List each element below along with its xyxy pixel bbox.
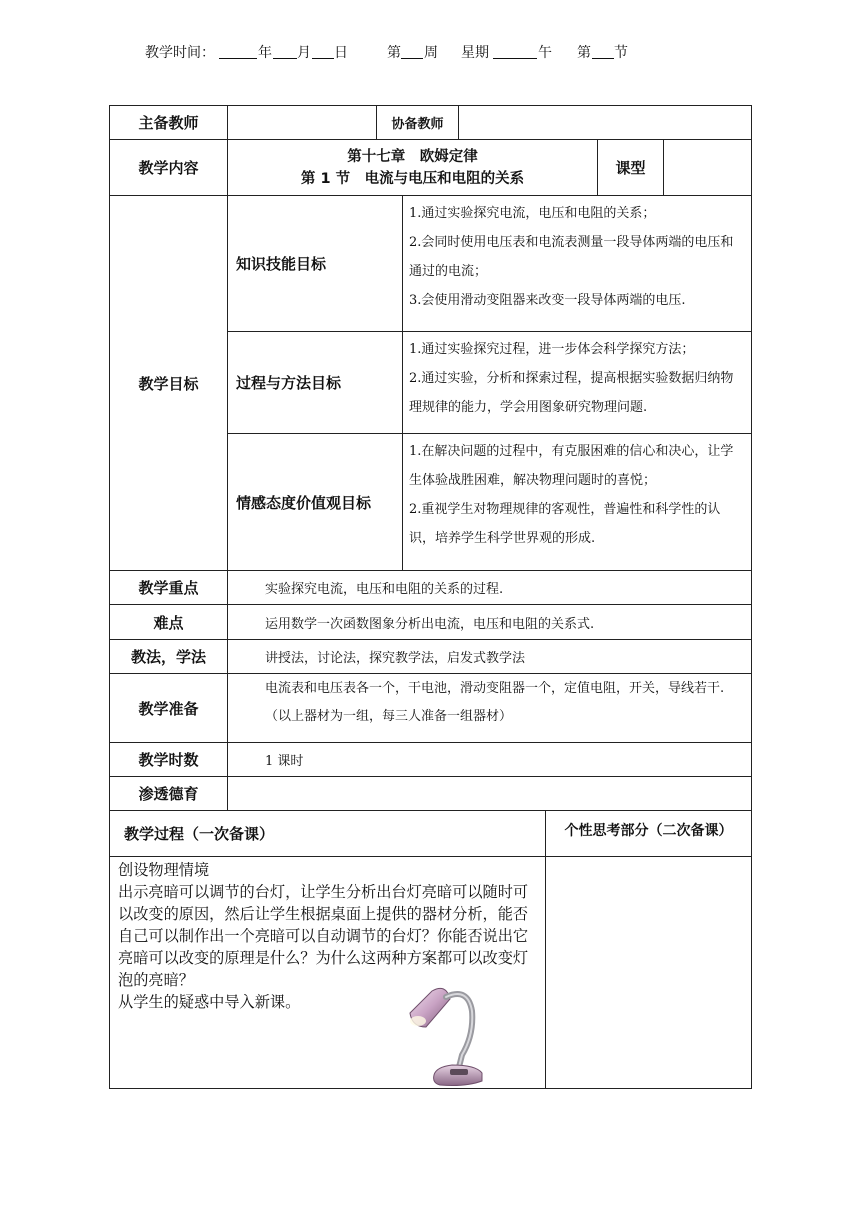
main-teacher-value[interactable] [227, 105, 377, 140]
prep-label: 教学准备 [109, 673, 228, 743]
main-teacher-label: 主备教师 [109, 105, 228, 140]
day-label: 日 [334, 45, 348, 61]
method-label: 教法，学法 [109, 639, 228, 674]
hours-label: 教学时数 [109, 742, 228, 777]
goal-item: 2.会同时使用电压表和电流表测量一段导体两端的电压和通过的电流； [409, 235, 734, 279]
goal-name-process: 过程与方法目标 [227, 331, 403, 434]
week-blank[interactable] [401, 58, 423, 59]
type-value[interactable] [663, 139, 752, 196]
moral-label: 渗透德育 [109, 776, 228, 811]
weekday-blank[interactable] [493, 58, 537, 59]
goal-items-knowledge [402, 195, 752, 332]
period-prefix: 第 [577, 45, 591, 61]
period-suffix: 节 [614, 45, 628, 61]
personal-content[interactable] [545, 856, 752, 1089]
year-label: 年 [258, 45, 272, 61]
difficulty-label: 难点 [109, 604, 228, 640]
content-label: 教学内容 [109, 139, 228, 196]
noon-label: 午 [538, 45, 552, 61]
year-blank[interactable] [219, 58, 257, 59]
desk-lamp-image [406, 983, 496, 1088]
key-point-label: 教学重点 [109, 570, 228, 605]
goal-item: 3.会使用滑动变阻器来改变一段导体两端的电压. [409, 293, 686, 308]
time-label: 教学时间： [145, 45, 215, 61]
weekday-label: 星期 [461, 45, 489, 61]
assist-teacher-label: 协备教师 [376, 105, 459, 140]
moral-value[interactable] [227, 776, 752, 811]
process-line: 从学生的疑惑中导入新课。 [118, 993, 301, 1011]
month-label: 月 [297, 45, 311, 61]
personal-header [545, 810, 752, 857]
section-title: 第 1 节 电流与电压和电阻的关系 [300, 170, 525, 187]
goal-item: 1.通过实验探究过程，进一步体会科学探究方法； [409, 342, 695, 357]
goal-name-attitude: 情感态度价值观目标 [227, 433, 403, 571]
lesson-title [227, 139, 598, 196]
week-prefix: 第 [387, 45, 401, 61]
type-label: 课型 [597, 139, 664, 196]
key-point-value: 实验探究电流，电压和电阻的关系的过程. [227, 570, 752, 605]
day-blank[interactable] [312, 58, 334, 59]
personal-label: 个性思考部分（二次备课） [564, 823, 733, 839]
process-line: 出示亮暗可以调节的台灯，让学生分析出台灯亮暗可以随时可以改变的原因，然后让学生根据桌面上提供的器材分析，能否自己可以制作出一个亮暗可以自动调节的台灯？你能否说出它亮暗可以改变的原理是什么？为什么这两种方案都可以改变灯泡的亮暗？ [118, 883, 529, 989]
chapter-title: 第十七章 欧姆定律 [347, 148, 478, 165]
process-label: 教学过程（一次备课） [109, 810, 546, 857]
hours-value: 1 课时 [227, 742, 752, 777]
process-content [109, 856, 546, 1089]
month-blank[interactable] [273, 58, 297, 59]
period-blank[interactable] [592, 58, 614, 59]
difficulty-value: 运用数学一次函数图象分析出电流，电压和电阻的关系式. [227, 604, 752, 640]
assist-teacher-value[interactable] [458, 105, 752, 140]
goal-items-process [402, 331, 752, 434]
goal-item: 2.重视学生对物理规律的客观性，普遍性和科学性的认识，培养学生科学世界观的形成. [409, 502, 721, 546]
goal-item: 1.通过实验探究电流，电压和电阻的关系； [409, 206, 656, 221]
prep-value: 电流表和电压表各一个，干电池，滑动变阻器一个，定值电阻，开关，导线若干.（以上器材为一组，每三人准备一组器材） [227, 673, 752, 743]
method-value: 讲授法，讨论法，探究教学法，启发式教学法 [227, 639, 752, 674]
goals-label: 教学目标 [109, 195, 228, 571]
goal-item: 1.在解决问题的过程中，有克服困难的信心和决心，让学生体验战胜困难，解决物理问题时的喜悦； [409, 444, 734, 488]
week-suffix: 周 [424, 45, 438, 61]
goal-item: 2.通过实验，分析和探索过程，提高根据实验数据归纳物理规律的能力，学会用图象研究物理问题. [409, 371, 734, 415]
goal-name-knowledge: 知识技能目标 [227, 195, 403, 332]
goal-items-attitude [402, 433, 752, 571]
process-line: 创设物理情境 [118, 861, 210, 879]
